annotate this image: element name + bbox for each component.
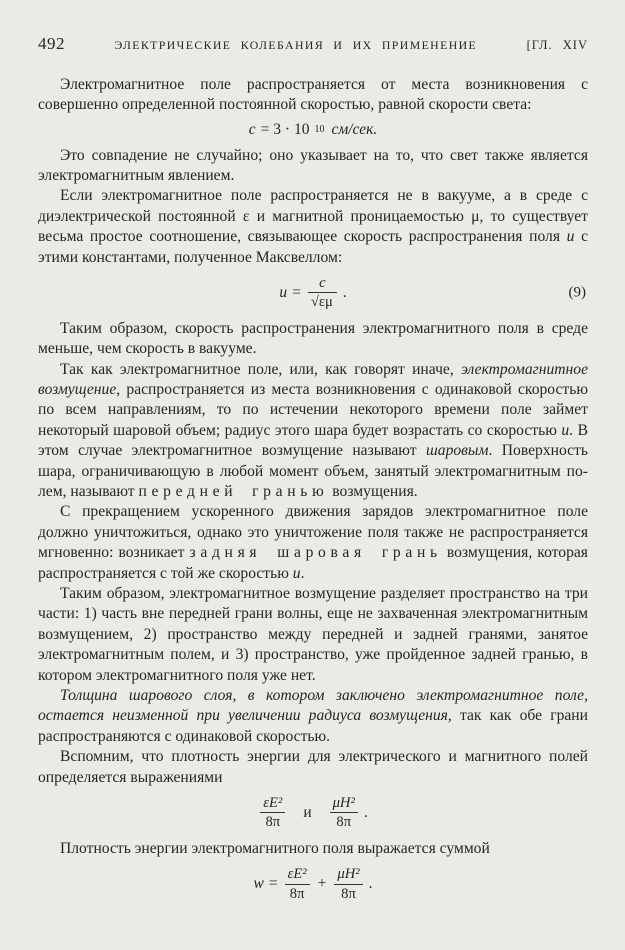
fraction-denominator: 8π xyxy=(289,885,305,902)
paragraph-total-density xyxy=(38,839,588,859)
fraction-numerator: μH² xyxy=(330,795,358,813)
paragraph-text: Если электромагнитное поле распространяется не в вакууме, а в среде с диэлектрической постоянной ε и магнитной проницаемостью μ, то существует весьма простое соотношение, связывающее скорость распространения поля xyxy=(38,187,588,246)
paragraph-three-regions xyxy=(38,584,588,686)
fraction-denominator xyxy=(308,293,337,310)
paragraph-spherical-disturbance xyxy=(38,360,588,503)
emphasis-italic: электромагнитное возмущение xyxy=(38,360,588,398)
fraction-numerator: μH² xyxy=(334,866,362,884)
formula-period: . xyxy=(368,875,373,893)
fraction-numerator: εE² xyxy=(285,866,310,884)
paragraph-intro-speed xyxy=(38,75,588,116)
emphasis-italic: шаровым xyxy=(426,442,489,460)
variable-u: u xyxy=(561,421,570,439)
paragraph-rear-front xyxy=(38,502,588,584)
paragraph-text: Так как электромагнитное поле, или, как говорят иначе, xyxy=(60,360,461,378)
formula-maxwell-relation xyxy=(38,275,588,311)
running-title: ЭЛЕКТРИЧЕСКИЕ КОЛЕБАНИЯ И ИХ ПРИМЕНЕНИЕ xyxy=(114,38,478,52)
fraction xyxy=(330,795,358,831)
variable-u: u xyxy=(566,228,575,246)
formula-variable: c xyxy=(248,120,256,138)
paragraph-text: . В этом случае электромагнитное возмущение называют xyxy=(38,421,588,460)
paragraph-text: так как обе грани распространяются с одинаковой скоростью. xyxy=(38,707,588,745)
formula-period: . xyxy=(363,804,368,822)
emphasis-spaced: передней гранью xyxy=(138,483,329,500)
plus-sign: + xyxy=(317,875,327,893)
fraction xyxy=(285,866,310,902)
page-number: 492 xyxy=(38,34,65,53)
paragraph-text: Вспомним, что плотность энергии для электрического и магнитного полей определяется выражениями xyxy=(38,748,588,786)
paragraph-medium xyxy=(38,186,588,268)
paragraph-text: , распространяется из места возникновения с одинаковой скоростью по всем направлениям, то по истечении некоторого времени поле займет некоторый шаровой объем; радиус этого шара будет возрастать со скоростью xyxy=(38,380,588,439)
paragraph-text: . Поверхность шара, ограничивающую в любой момент объем, занятый электромагнитным полем, называют xyxy=(38,442,588,500)
paragraph-coincidence xyxy=(38,146,588,187)
paragraph-text: С прекращением ускоренного движения зарядов электромагнитное поле должно уничтожиться, однако это уничтожение поля также не распространяется мгновенно: возникает xyxy=(38,503,588,562)
formula-unit: см/сек. xyxy=(331,120,378,138)
formula-energy-density-pair xyxy=(38,795,588,831)
formula-variable: u xyxy=(279,284,288,301)
fraction-numerator: εE² xyxy=(260,795,285,813)
equation-number: (9) xyxy=(568,284,586,301)
running-head xyxy=(38,34,588,54)
formula-equals: = xyxy=(268,875,278,893)
paragraph-slower-in-medium xyxy=(38,319,588,360)
paragraph-text: Таким образом, электромагнитное возмущение разделяет пространство на три части: 1) часть вне передней грани волны, еще не захваченная электромагнитным возмущением, 2) пространство между передней и задней гранями, занятое электромагнитным полем, и 3) пространство, уже пройденное задней гранью, в котором электромагнитного поля уже нет. xyxy=(38,585,588,684)
variable-u: u xyxy=(292,564,301,582)
radicand: εμ xyxy=(318,294,333,311)
paragraph-text: . xyxy=(300,564,305,582)
formula-equality: = 3 · 10 xyxy=(260,120,310,138)
paragraph-text: с этими константами, полученное Максвеллом: xyxy=(38,228,588,266)
fraction-denominator: 8π xyxy=(341,885,356,902)
formula-variable: w xyxy=(253,875,264,893)
conjunction: и xyxy=(303,804,312,822)
formula-equals: = xyxy=(292,284,301,301)
formula-speed-of-light: c = 3 · 10 10 см/сек. xyxy=(248,120,378,138)
paragraph-text: Таким образом, скорость распространения электромагнитного поля в среде меньше, чем скорость в вакууме. xyxy=(38,319,588,358)
paragraph-text: Электромагнитное поле распространяется от места возникновения с совершенно определенной постоянной скоростью, равной скорости света: xyxy=(38,76,588,114)
paragraph-text: Это совпадение не случайно; оно указывает на то, что свет также является электромагнитным явлением. xyxy=(38,146,588,185)
paragraph-text: возмущения. xyxy=(328,483,418,500)
paragraph-energy-density xyxy=(38,747,588,788)
fraction-numerator: c xyxy=(308,275,337,293)
fraction-denominator: 8π xyxy=(336,814,352,831)
formula-period: . xyxy=(342,284,347,301)
paragraph-shell-thickness xyxy=(38,686,588,747)
fraction xyxy=(334,866,362,902)
fraction-denominator: 8π xyxy=(265,814,281,831)
fraction xyxy=(260,795,285,831)
paragraph-text: возмущения, которая распространяется с той же скоростью xyxy=(38,544,588,582)
emphasis-spaced: задняя шаровая грань xyxy=(189,544,442,562)
emphasis-italic: Толщина шарового слоя, в котором заключено электромагнитное поле, остается неизменной при увеличении радиуса возмущения, xyxy=(38,687,588,725)
chapter-reference: [ГЛ. XIV xyxy=(526,38,588,52)
fraction xyxy=(308,275,337,311)
formula-total-energy xyxy=(38,866,588,902)
radical-sign: √ xyxy=(310,294,319,311)
paragraph-text: Плотность энергии электромагнитного поля выражается суммой xyxy=(60,839,490,857)
